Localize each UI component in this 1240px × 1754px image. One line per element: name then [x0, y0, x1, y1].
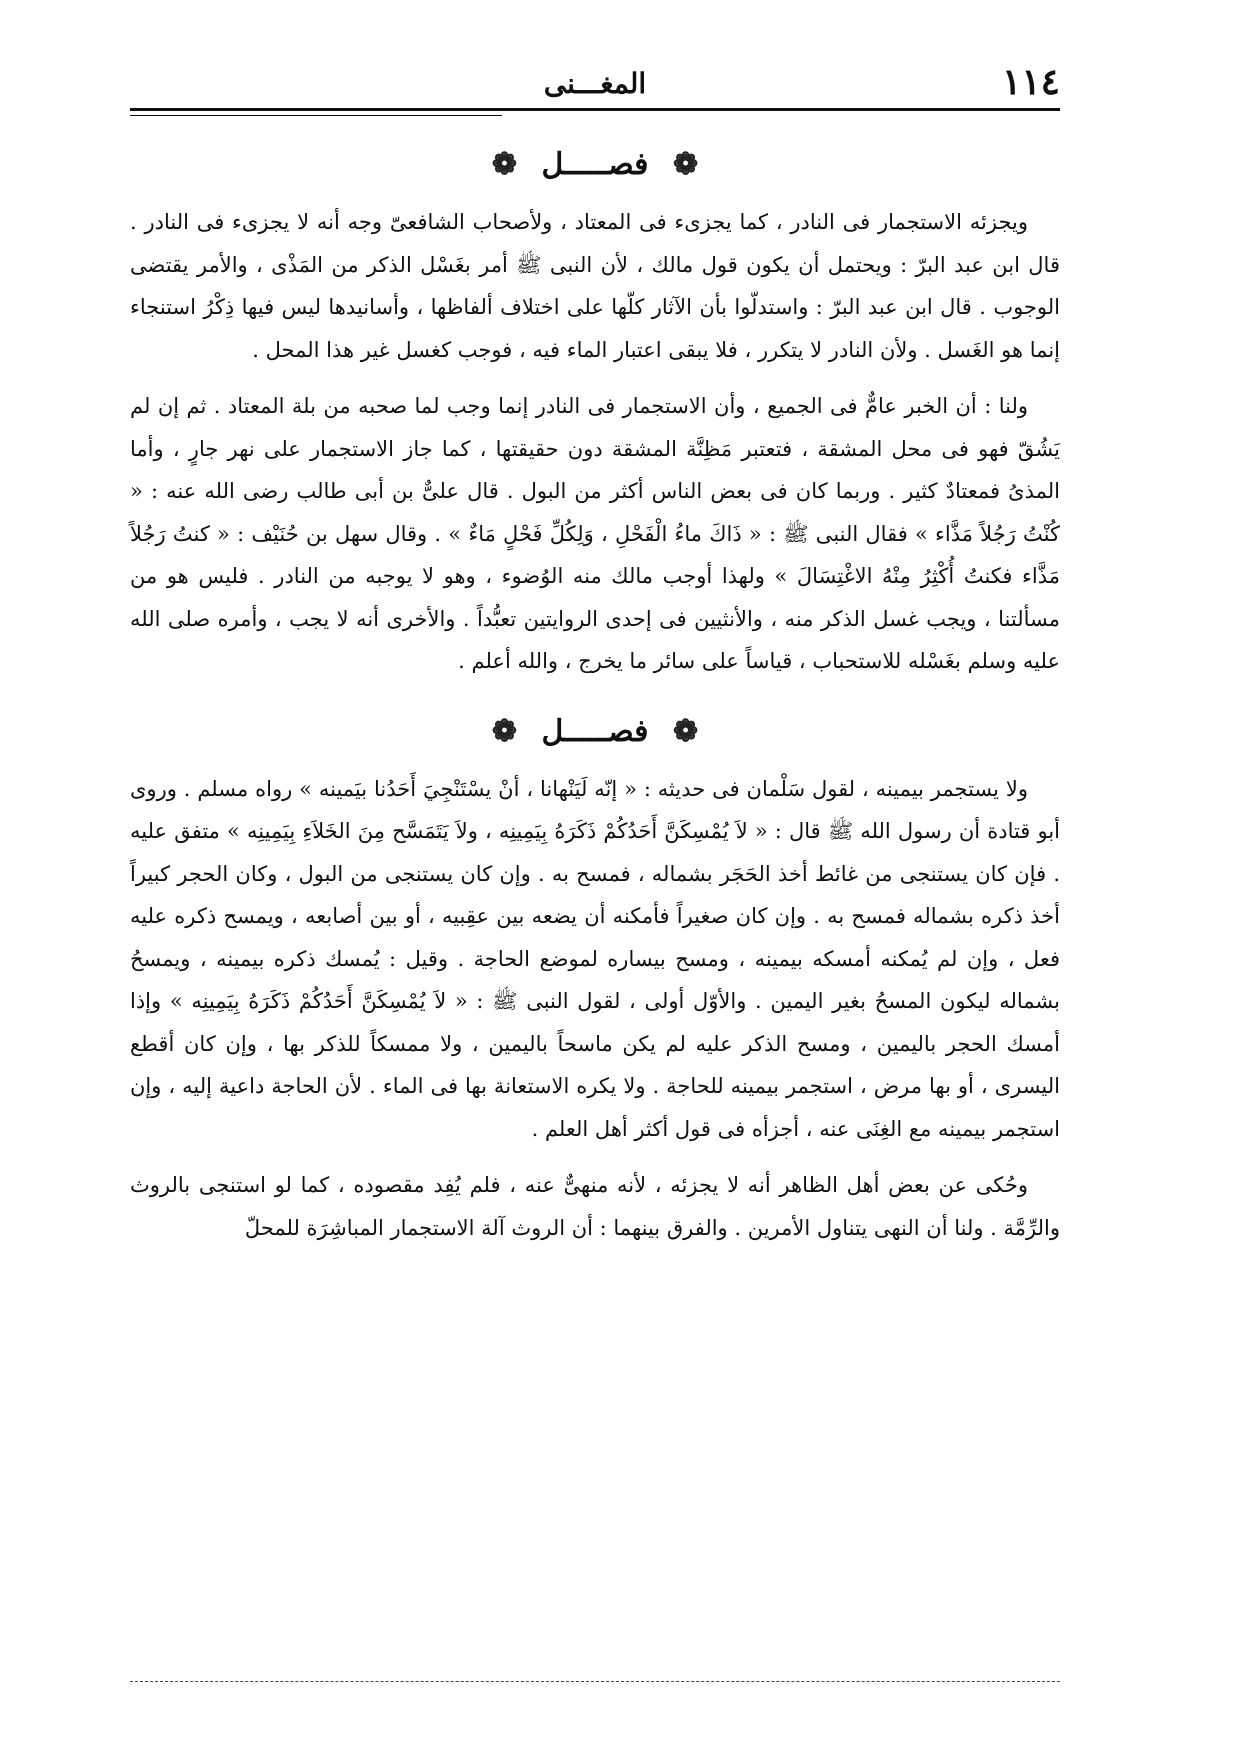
- ornament-right-icon: ❁: [672, 713, 699, 749]
- paragraph: ويجزئه الاستجمار فى النادر ، كما يجزىء فى المعتاد ، ولأصحاب الشافعىّ وجه أنه لا يجزىء فى النادر . قال ابن عبد البرّ : ويحتمل أن يكون قول مالك ، لأن النبى ﷺ أمر بغَسْل الذكر من المَذْى ، والأمر يقتضى الوجوب . قال ابن عبد البرّ : واستدلّوا بأن الآثار كلّها على اختلاف ألفاظها ، وأسانيدها ليس فيها ذِكْرُ استنجاء إنما هو الغَسل . ولأن النادر لا يتكرر ، فلا يبقى اعتبار الماء فيه ، فوجب كغسل غير هذا المحل .: [130, 210, 1060, 362]
- paragraph: ولا يستجمر بيمينه ، لقول سَلْمان فى حديثه : « إنّه لَيَنْهانا ، أنْ يسْتَنْجِيَ أَحَدُنا بيَمينه » رواه مسلم . وروى أبو قتادة أن رسول الله ﷺ قال : « لاَ يُمْسِكَنَّ أَحَدُكُمْ ذَكَرَهُ بِيَمِينِه ، ولاَ يَتَمَسَّح مِنَ الخَلاَءِ بِيَمِينِه » متفق عليه . فإن كان يستنجى من غائط أخذ الحَجَر بشماله ، فمسح به . وإن كان يستنجى من البول ، وكان الحجر كبيراً أخذ ذكره بشماله فمسح به . وإن كان صغيراً فأمكنه أن يضعه بين عقِبيه ، أو بين أصابعه ، ويمسح ذكره عليه فعل ، وإن لم يُمكنه أمسكه بيمينه ، ومسح بيساره لموضع الحاجة . وقيل : يُمسك ذكره بيمينه ، ويمسحُ بشماله ليكون المسحُ بغير اليمين . والأوّل أولى ، لقول النبى ﷺ : « لاَ يُمْسِكَنَّ أَحَدُكُمْ ذَكَرَهُ بِيَمِينِه » وإذا أمسك الحجر باليمين ، ومسح الذكر عليه لم يكن ماسحاً باليمين ، ولا ممسكاً للذكر بها ، وإن كان أقطع اليسرى ، أو بها مرض ، استجمر بيمينه للحاجة . ولا يكره الاستعانة بها فى الماء . لأن الحاجة داعية إليه ، وإن استجمر بيمينه مع الغِنَى عنه ، أجزأه فى قول أكثر أهل العلم .: [130, 776, 1060, 1141]
- section-heading-1: [130, 144, 1060, 185]
- page-number: ١١٤: [1001, 61, 1060, 103]
- paragraph: ولنا : أن الخبر عامٌّ فى الجميع ، وأن الاستجمار فى النادر إنما وجب لما صحبه من بلة المعتاد . ثم إن لم يَشُقّ فهو فى محل المشقة ، فتعتبر مَظِنَّة المشقة دون حقيقتها ، كما جاز الاستجمار على نهر جارٍ ، وأما المذىُ فمعتادٌ كثير . وربما كان فى بعض الناس أكثر من البول . قال علىٌّ بن أبى طالب رضى الله عنه : « كُنْتُ رَجُلاً مَذَّاء » فقال النبى ﷺ : « ذَاكَ ماءُ الْفَحْلِ ، وَلِكُلِّ فَحْلٍ مَاءٌ » . وقال سهل بن حُنَيْف : « كنتُ رَجُلاً مَذَّاء فكنتُ أُكْثِرُ مِنْهُ الاغْتِسَالَ » ولهذا أوجب مالك منه الوُضوء ، وهو لا يوجبه من النادر . فليس هو من مسألتنا ، ويجب غسل الذكر منه ، والأنثيين فى إحدى الروايتين تعبُّداً . والأخرى أنه لا يجب ، وأمره صلى الله عليه وسلم بغَسْله للاستحباب ، قياساً على سائر ما يخرج ، والله أعلم .: [130, 394, 1060, 673]
- section-heading-2: [130, 711, 1060, 752]
- header-rule: [130, 115, 502, 116]
- section-heading-text: فصـــــل: [541, 713, 649, 749]
- ornament-left-icon: ❁: [491, 713, 518, 749]
- section-heading-text: فصـــــل: [541, 147, 649, 182]
- page-header: [130, 60, 1060, 111]
- ornament-left-icon: ❁: [491, 147, 518, 182]
- book-page: [130, 60, 1060, 1700]
- ornament-right-icon: ❁: [672, 147, 699, 182]
- paragraph: وحُكى عن بعض أهل الظاهر أنه لا يجزئه ، لأنه منهىٌّ عنه ، فلم يُفِد مقصوده ، كما لو استنجى بالروث والرِّمَّة . ولنا أن النهى يتناول الأمرين . والفرق بينهما : أن الروث آلة الاستجمار المباشِرَة للمحلّ: [130, 1173, 1060, 1240]
- running-title: المغـــنى: [543, 67, 647, 100]
- footer-rule: [130, 1681, 1060, 1682]
